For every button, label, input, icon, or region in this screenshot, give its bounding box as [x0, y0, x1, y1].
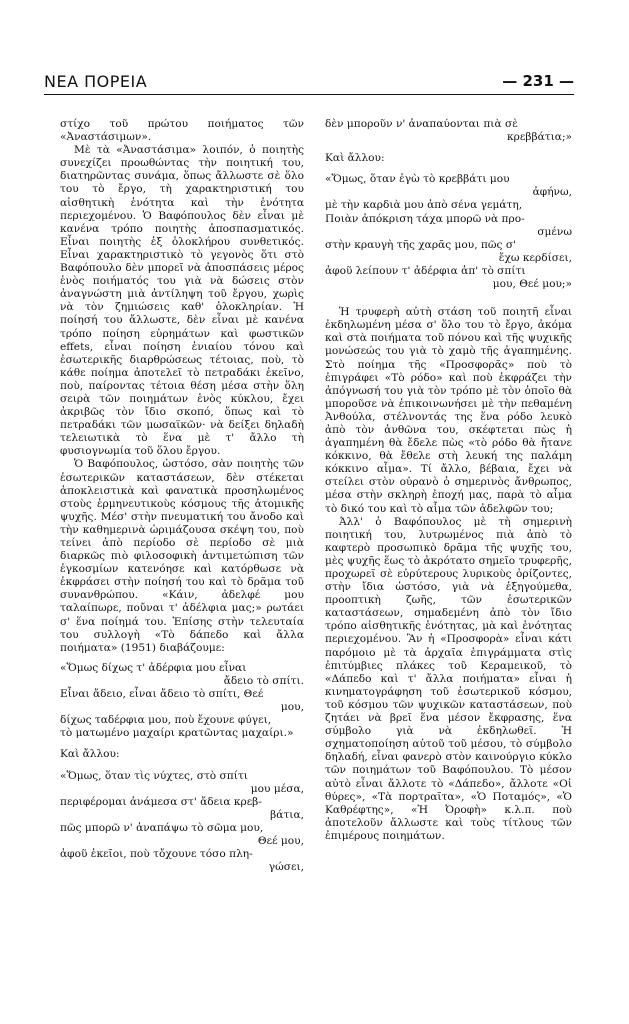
poem-line: δὲν μποροῦν ν' ἀναπαύονται πιὰ σὲ — [325, 118, 518, 130]
poem-quote — [325, 118, 572, 144]
poem-line: περιφέρομαι ἀνάμεσα στ' ἄδεια κρεβ- — [60, 795, 262, 808]
paragraph: Ὁ Βαφόπουλος, ὡστόσο, σὰν ποιητὴς τῶν ἐσωτερικῶν καταστάσεων, δὲν στέκεται ἀποκλειστικὰ καὶ φανατικὰ προσηλωμένος στοὺς ἑρμηνευτικοὺς κόσμους τῆς ἀτομικῆς ψυχῆς. Μέσ' στὴν πνευματική του ἄνοδο καὶ τὴν καθημερινὰ ὡριμάζουσα σκέψη του, ποὺ τείνει ἀπὸ περίοδο σὲ περίοδο σὲ μιὰ διαρκῶς πιὸ φιλοσοφικὴ ἀντιμετώπιση τῶν ἐγκοσμίων κατενόησε καὶ κατόρθωσε νὰ ἐκφράσει στὴν ποίησή του καὶ τὸ δρᾶμα τοῦ συνανθρώπου. «Κάιν, ἀδελφέ μου ταλαίπωρε, ποὔναι τ' ἀδέλφια μας;» ρωτάει σ' ἕνα ποίημά του. Ἐπίσης στὴν τελευταία του συλλογὴ «Τὸ δάπεδο καὶ ἄλλα ποιήματα» (1951) διαβάζουμε: — [60, 458, 304, 654]
spacer — [325, 298, 572, 306]
paragraph: Μὲ τὰ «Ἀναστάσιμα» λοιπόν, ὁ ποιητὴς συνεχίζει προωθώντας τὴν ποιητική του, διατηρῶντας συνάμα, ὅπως ἄλλωστε σὲ ὅλο του τὸ ἔργο, τὴ χαρακτηριστική του αἰσθητικὴ ἑνότητα καὶ τὴν ἑνότητα περιεχομένου. Ὁ Βαφόπουλος δὲν εἶναι μὲ κανένα τρόπο ποιητὴς ἀποσπασματικός. Εἶναι ποιητὴς ἐξ ὁλοκλήρου συνθετικός. Εἶναι χαρακτηριστικὸ τὸ γεγονὸς ὅτι στὸ Βαφόπουλο δὲν μπορεῖ νὰ ἀποσπάσεις μέρος ἑνὸς ποιήματός του γιὰ νὰ δώσεις στὸν ἀναγνώστη μιὰ ἀντίληψη τοῦ ἔργου, χωρὶς νὰ τὸν ζημιώσεις καθ' ὁλοκληρίαν. Ἡ ποίησή του ἄλλωστε, δὲν εἶναι μὲ κανένα τρόπο ποίηση εὑρημάτων καὶ φωστικῶν effets, εἶναι ποίηση ἑνιαίου τόνου καὶ ἐσωτερικῆς διαρθρώσεως τέτοιας, ποὺ, τὸ κάθε ποίημα ἀποτελεῖ τὸ πετραδάκι ἐκεῖνο, ποὺ, παίροντας τέτοια θέση μέσα στὴν ὅλη σειρὰ τῶν ποιημάτων ἑνὸς κύκλου, ἔχει ἀκριβῶς τὸν ἴδιο σκοπό, ὅπως καὶ τὸ πετραδάκι τῶν μωσαϊκῶν· νὰ δείξει δηλαδὴ τελειωτικὰ τὸ ἕνα μὲ τ' ἄλλο τὴ φυσιογνωμία τοῦ ὅλου ἔργου. — [60, 144, 304, 458]
paragraph: Ἀλλ' ὁ Βαφόπουλος μὲ τὴ σημερινὴ ποιητική του, λυτρωμένος πιὰ ἀπὸ τὸ καφτερὸ προσωπικὸ δρᾶμα τῆς ψυχῆς του, μὲς ψυχῆς ἕως τὸ ἀκρότατο σημεῖο τρυφερῆς, προχωρεῖ σὲ εὐρύτερους λυρικοὺς ὁρίζοντες, στὴν ἴδια ὡστόσο, γιὰ νὰ ἐξηγούμεθα, προοπτικὴ ζωῆς, τῶν ἐσωτερικῶν καταστάσεων, σημαδεμένη ἀπὸ τὸν ἴδιο τρόπο αἰσθητικῆς ἑνότητας, μὰ καὶ ἑνότητας περιεχομένου. Ἂν ἡ «Προσφορὰ» εἶναι κάτι παρόμοιο μὲ τὰ ἀρχαῖα ἐπιγράμματα στὶς ἐπιτύμβιες πλάκες τοῦ Κεραμεικοῦ, τὸ «Δάπεδο καὶ τ' ἄλλα ποιήματα» εἶναι ἡ κινηματογράφηση τοῦ ἐσωτερικοῦ κόσμου, τοῦ κόσμου τῶν ψυχικῶν καταστάσεων, ποὺ ζητάει νὰ βρεῖ ἕνα μέσον ἔκφρασης, ἕνα σύμβολο γιὰ νὰ ἐκδηλωθεῖ. Ἡ σχηματοποίηση αὐτοῦ τοῦ μέσου, τὸ σύμβολο δηλαδή, εἶναι φανερὸ στὸν καινούργιο κύκλο τῶν ποιημάτων τοῦ Βαφόπουλου. Τὸ μέσον αὐτὸ εἶναι ἄλλοτε τὸ «Δάπεδο», ἄλλοτε «Οἱ θύρες», «Τὰ πορτραῖτα», «Ὁ Ποταμός», «Ὁ Καθρέφτης», «Ἡ Ὀροφὴ» κ.λ.π. ποὺ ἀποτελοῦν ἄλλωστε καὶ τοὺς τίτλους τῶν ἐπιμέρους ποιημάτων. — [325, 515, 572, 842]
poem-line: ἀφοῦ λείπουν τ' ἀδέρφια ἀπ' τὸ σπίτι — [325, 264, 526, 277]
poem-line: στὴν κραυγὴ τῆς χαρᾶς μου, πῶς σ' — [325, 238, 516, 251]
poem-line: ἔχω κερδίσει, — [498, 251, 572, 264]
poem-line: Θεέ μου, — [257, 834, 304, 847]
paragraph: στίχο τοῦ πρώτου ποιήματος τῶν «Ἀναστάσιμων». — [60, 118, 304, 144]
poem-quote — [60, 662, 304, 741]
page-number: — 231 — — [502, 72, 574, 90]
poem-line: ἀφοῦ ἐκεῖοι, ποὺ τὄχουνε τόσο πλη- — [60, 848, 253, 861]
poem-line: μὲ τὴν καρδιὰ μου ἀπὸ σένα γεμάτη, — [325, 199, 523, 212]
poem-line: μου, Θεέ μου;» — [492, 278, 572, 291]
poem-line: πῶς μπορῶ ν' ἀναπάψω τὸ σῶμα μου, — [60, 821, 264, 834]
poem-line: γώσει, — [268, 861, 304, 874]
poem-line: «Ὅμως, ὅταν τὶς νύχτες, στὸ σπίτι — [60, 769, 248, 782]
poem-line: ἀφήνω, — [532, 186, 572, 199]
poem-line: «Ὅμως, ὅταν ἐγὼ τὸ κρεββάτι μου — [325, 173, 510, 186]
poem-line: βάτια, — [270, 808, 304, 821]
poem-line: κρεββάτια;» — [507, 131, 572, 144]
quote-intro: Καὶ ἄλλου: — [60, 748, 120, 761]
left-column — [60, 118, 304, 881]
page-header — [44, 70, 574, 94]
poem-quote — [60, 770, 304, 875]
poem-line: σμένω — [537, 225, 572, 238]
poem-line: μου μέσα, — [250, 782, 304, 795]
poem-line: Ποιὰν ἀπόκριση τάχα μπορῶ νὰ προ- — [325, 212, 525, 225]
header-rule — [44, 94, 574, 95]
right-column — [325, 118, 572, 843]
quote-intro: Καὶ ἄλλου: — [325, 152, 385, 165]
poem-line: τὸ ματωμένο μαχαίρι κρατῶντας μαχαίρι.» — [60, 727, 294, 740]
poem-line: «Ὅμως δίχως τ' ἀδέρφια μου εἶναι — [60, 661, 247, 674]
poem-line: μου, — [280, 701, 304, 714]
journal-title: ΝΕΑ ΠΟΡΕΙΑ — [44, 72, 148, 91]
poem-line: Εἶναι ἄδειο, εἶναι ἄδειο τὸ σπίτι, Θεέ — [60, 688, 264, 701]
paragraph: Ἡ τρυφερὴ αὐτὴ στάση τοῦ ποιητῆ εἶναι ἐκδηλωμένη μέσα σ' ὅλο του τὸ ἔργο, ἀκόμα καὶ στὰ ποιήματα τοῦ πόνου καὶ τῆς ψυχικῆς μονώσεώς του γιὰ τὸ χαμὸ τῆς ἀγαπημένης. Στὸ ποίημα τῆς «Προσφορᾶς» ποὺ τὸ ἐπιγράφει «Τὸ ρόδο» καὶ ποὺ ἐκφράζει τὴν ἀπόγνωσή του γιὰ τὸν τρόπο μὲ τὸν ὁποῖο θὰ μποροῦσε νὰ ἐπικοινωνήσει μὲ τὴν πεθαμένη Ἀνθούλα, στέλνοντάς της ἕνα ρόδο λευκὸ ἀπὸ τὸν ἀνθῶνα του, σκέφτεται πὼς ἡ ἀγαπημένη θὰ ἔδελε πὼς «τὸ ρόδο θὰ ἤτανε κόκκινο, θὰ ἔθελε στὴ λευκή της παλάμη κόκκινο αἷμα». Τί ἄλλο, βέβαια, ἔχει νὰ στείλει στὸν οὐρανὸ ὁ σημερινὸς ἄνθρωπος, μέσα στὴν σκληρὴ ἐποχή μας, παρὰ τὸ αἷμα τὸ δικό του καὶ τὸ αἷμα τῶν ἀδελφῶν του; — [325, 306, 572, 515]
poem-line: ἄδειο τὸ σπίτι. — [223, 674, 304, 687]
poem-line: δίχως ταδέρφια μου, ποὺ ἔχουνε φύγει, — [60, 714, 272, 727]
poem-quote — [325, 173, 572, 291]
